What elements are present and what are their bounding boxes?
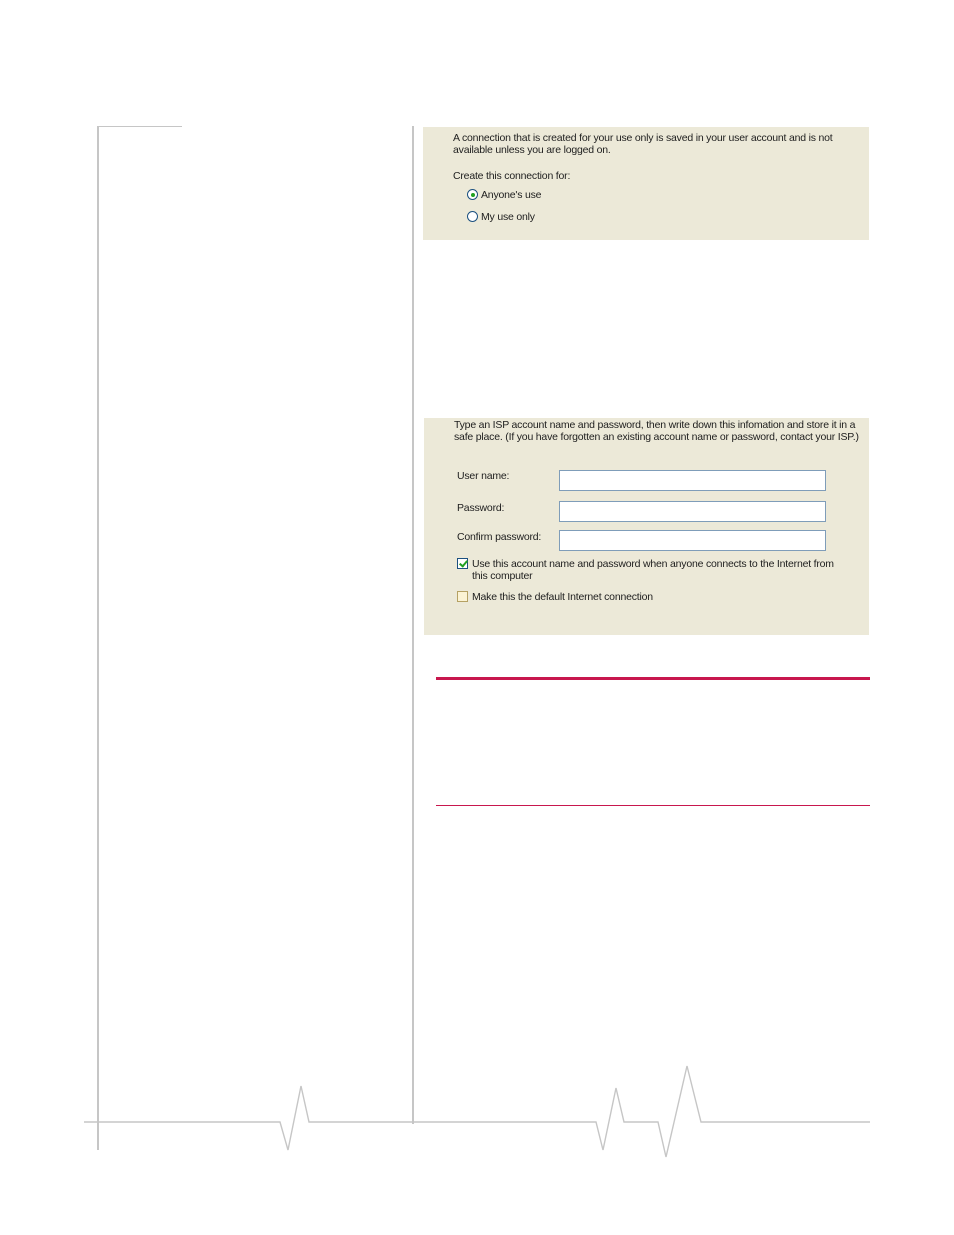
- radio-selected-icon[interactable]: [467, 189, 478, 200]
- user-name-label: User name:: [457, 470, 510, 482]
- left-margin-top-tick: [97, 126, 182, 127]
- isp-account-panel: [424, 418, 869, 635]
- radio-unselected-icon[interactable]: [467, 211, 478, 222]
- availability-info-line2: available unless you are logged on.: [453, 144, 611, 156]
- checkbox-default-connection-row[interactable]: [457, 591, 653, 603]
- left-margin-line: [97, 126, 99, 1150]
- password-label: Password:: [457, 502, 505, 514]
- default-connection-label: Make this the default Internet connection: [472, 591, 653, 603]
- confirm-password-input[interactable]: [559, 530, 826, 551]
- use-account-label-line2: this computer: [472, 570, 533, 582]
- create-connection-label: Create this connection for:: [453, 170, 571, 182]
- confirm-password-label: Confirm password:: [457, 531, 542, 543]
- checkbox-use-account-row[interactable]: [457, 558, 834, 582]
- checkbox-checked-icon[interactable]: [457, 558, 468, 569]
- checkbox-unchecked-icon[interactable]: [457, 591, 468, 602]
- password-input[interactable]: [559, 501, 826, 522]
- column-divider-line: [412, 126, 414, 1124]
- radio-my-use-only[interactable]: [467, 211, 535, 223]
- radio-anyones-use[interactable]: [467, 189, 541, 201]
- user-name-input[interactable]: [559, 470, 826, 491]
- footer-waveform: [0, 1060, 954, 1170]
- use-account-label-line1: Use this account name and password when anyone connects to the Internet from: [472, 558, 834, 570]
- isp-info-line2: safe place. (If you have forgotten an existing account name or password, contact your ISP.): [454, 431, 859, 443]
- note-top-rule: [436, 677, 870, 680]
- availability-info-line1: A connection that is created for your use only is saved in your user account and is not: [453, 132, 833, 144]
- isp-info-line1: Type an ISP account name and password, then write down this infomation and store it in a: [454, 419, 856, 431]
- radio-anyones-use-label: Anyone's use: [481, 189, 542, 201]
- connection-availability-panel: [423, 127, 869, 240]
- note-bottom-rule: [436, 805, 870, 806]
- radio-my-use-only-label: My use only: [481, 211, 535, 223]
